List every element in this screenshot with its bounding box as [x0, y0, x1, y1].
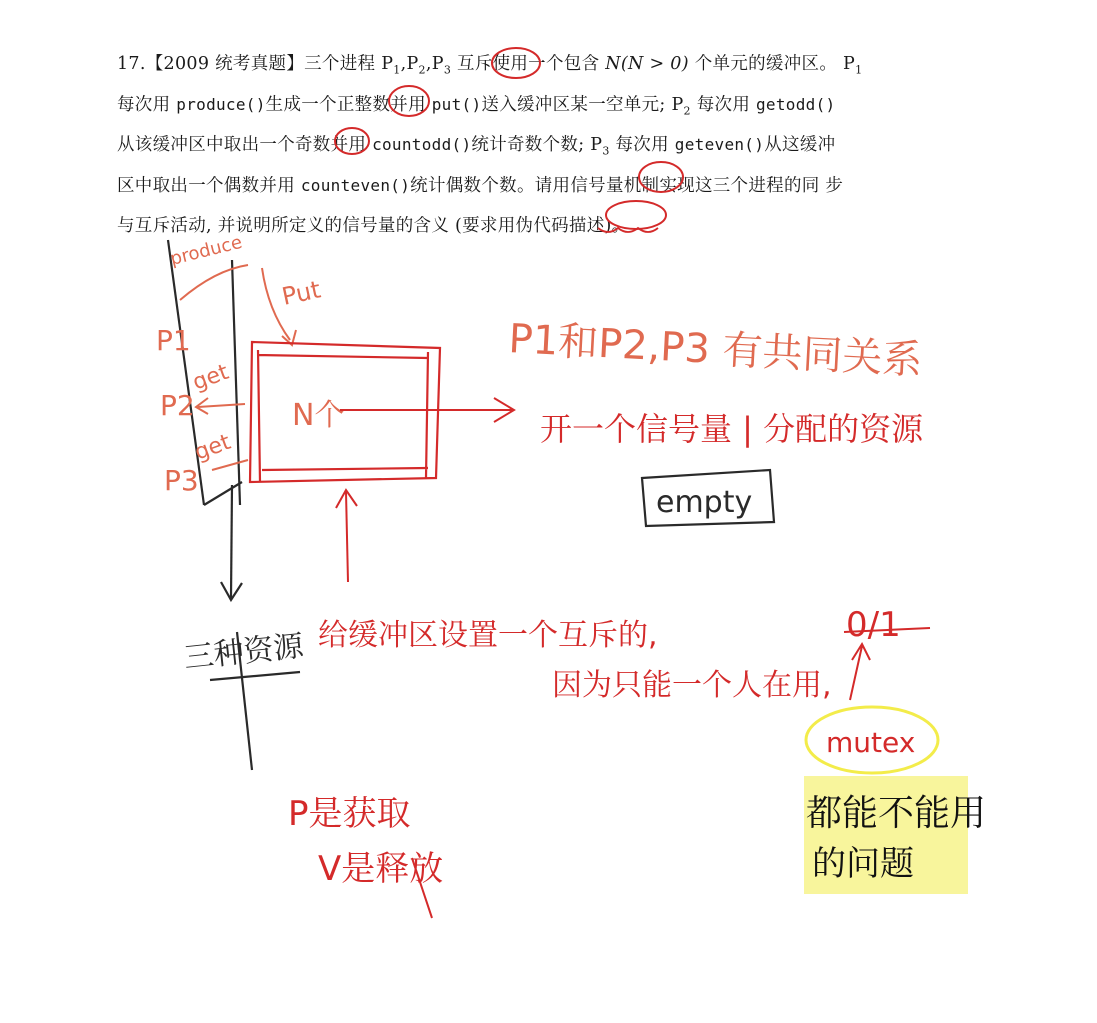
three-resources-note: 三种资源 [182, 628, 306, 676]
get-arrow-1 [198, 404, 245, 407]
relation-note: P1和P2,P3 有共同关系 [507, 316, 924, 384]
get-arrow-2 [212, 460, 248, 470]
zero-one-note: 0/1 [846, 605, 901, 645]
circle-odd [335, 128, 369, 154]
buffer-box [250, 342, 440, 482]
v-release-note: V是释放 [318, 849, 444, 889]
empty-label: empty [656, 485, 753, 520]
circle-pseudocode [606, 201, 666, 229]
question-line-3: 从该缓冲区中取出一个奇数并用 countodd()统计奇数个数; $P_3$ 每次用 geteven()从这缓冲 [117, 135, 836, 158]
p2-label: P2 [160, 389, 195, 422]
circle-integer [389, 86, 429, 116]
p3-label: P3 [164, 464, 199, 497]
semaphore-note: 开一个信号量 | 分配的资源 [540, 410, 924, 448]
question-line-5: 与互斥活动, 并说明所定义的信号量的含义 (要求用伪代码描述)。 [117, 216, 630, 236]
question-line-2: 每次用 produce()生成一个正整数并用 put()送入缓冲区某一空单元; $P_2$ 每次用 getodd() [117, 94, 836, 117]
down-arrow-shaft [231, 485, 232, 598]
resource-underline [210, 672, 300, 680]
question-line-4: 区中取出一个偶数并用 counteven()统计偶数个数。请用信号量机制实现这三个进程的同 步 [117, 175, 844, 196]
circle-signal [639, 162, 683, 192]
mutex-up-arrow [346, 492, 348, 582]
buffer-arrows [336, 398, 514, 582]
question-line-1: 17.【2009 统考真题】三个进程 $P_1,P_2,P_3$ 互斥使用一个包含 N(N > 0) 个单元的缓冲区。 $P_1$ [117, 54, 863, 77]
get-label-1: get [189, 359, 233, 396]
cannot-use-note: 都能不能用 [806, 793, 987, 834]
mutex-label: mutex [826, 726, 916, 759]
put-label: Put [279, 275, 324, 311]
p-get-note: P是获取 [288, 794, 411, 834]
p1-label: P1 [156, 324, 191, 357]
text-circle-marks [335, 48, 683, 229]
process-column [168, 240, 300, 770]
process-line-bottom [204, 482, 242, 505]
problem-note: 的问题 [812, 844, 914, 884]
produce-label: produce [168, 231, 245, 270]
buffer-n-label: N个 [292, 398, 345, 433]
process-line-right [232, 260, 240, 505]
mutex-arrow [850, 644, 870, 700]
only-one-note: 因为只能一个人在用, [552, 668, 832, 703]
get-label-2: get [191, 429, 235, 466]
circle-mutual-exclusion [492, 48, 540, 78]
produce-arrow [180, 265, 248, 300]
mutex-set-note: 给缓冲区设置一个互斥的, [318, 618, 658, 653]
